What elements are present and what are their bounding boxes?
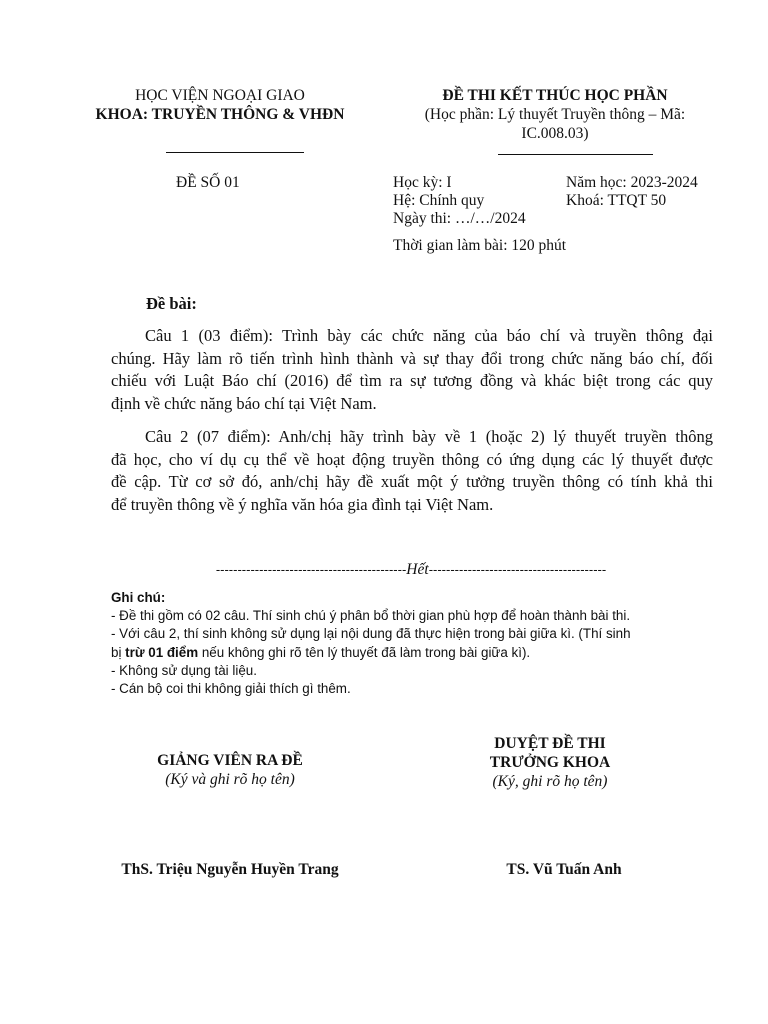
lecturer-title: GIẢNG VIÊN RA ĐỀ bbox=[157, 752, 303, 769]
semester: Học kỳ: I bbox=[393, 174, 452, 191]
institution-name: HỌC VIỆN NGOẠI GIAO bbox=[135, 87, 305, 104]
q2-line: để truyền thông về ý nghĩa văn hóa gia đình tại Việt Nam. bbox=[111, 494, 494, 514]
faculty-name: KHOA: TRUYỀN THÔNG & VHĐN bbox=[95, 106, 345, 123]
question-1 bbox=[111, 325, 713, 415]
q1-line: định về chức năng báo chí tại Việt Nam. bbox=[111, 393, 377, 413]
school-year: Năm học: 2023-2024 bbox=[566, 174, 698, 191]
course-line-1: (Học phần: Lý thuyết Truyền thông – Mã: bbox=[424, 106, 686, 123]
approval-title: DUYỆT ĐỀ THI bbox=[494, 735, 606, 752]
note-item: bị trừ 01 điểm nếu không ghi rõ tên lý thuyết đã làm trong bài giữa kì). bbox=[111, 644, 531, 660]
header-right-divider bbox=[498, 154, 653, 155]
q1-line: chiếu với Luật Báo chí (2016) để tìm ra sự tương đồng và khác biệt trong các quy bbox=[111, 371, 713, 390]
institution-header bbox=[70, 86, 370, 124]
course-line-2: IC.008.03) bbox=[521, 125, 589, 142]
note-item: - Cán bộ coi thi không giải thích gì thêm. bbox=[111, 681, 351, 697]
lecturer-sign-instruction: (Ký và ghi rõ họ tên) bbox=[165, 771, 295, 788]
cohort: Khoá: TTQT 50 bbox=[566, 192, 667, 209]
program: Hệ: Chính quy bbox=[393, 192, 485, 209]
q2-line: đã học, cho ví dụ cụ thể về hoạt động truyền thông có ứng dụng các lý thuyết được bbox=[111, 449, 713, 469]
q1-line: chúng. Hãy làm rõ tiến trình hình thành và sự thay đổi trong chức năng báo chí, đối bbox=[111, 348, 713, 368]
exam-date: Ngày thi: …/…/2024 bbox=[393, 210, 526, 227]
lecturer-signature-block bbox=[100, 751, 360, 789]
questions-heading: Đề bài: bbox=[146, 294, 197, 313]
end-dashes-right: ----------------------------------------- bbox=[428, 562, 607, 577]
note-item: - Không sử dụng tài liệu. bbox=[111, 662, 257, 678]
end-marker bbox=[161, 560, 661, 579]
header-left-divider bbox=[166, 152, 304, 153]
exam-header bbox=[405, 86, 705, 143]
q2-line: Câu 2 (07 điểm): Anh/chị hãy trình bày về 1 (hoặc 2) lý thuyết truyền thông bbox=[145, 427, 713, 446]
q2-line: đề cập. Từ cơ sở đó, anh/chị hãy đề xuất một ý tưởng truyền thông có tính khả thi bbox=[111, 472, 713, 491]
dean-sign-instruction: (Ký, ghi rõ họ tên) bbox=[492, 773, 608, 790]
exam-title: ĐỀ THI KẾT THÚC HỌC PHẦN bbox=[442, 87, 668, 104]
end-word: Hết bbox=[406, 561, 429, 578]
lecturer-name: ThS. Triệu Nguyễn Huyền Trang bbox=[121, 861, 339, 878]
penalty-emphasis: trừ 01 điểm bbox=[125, 644, 199, 660]
notes-title: Ghi chú: bbox=[111, 590, 166, 605]
duration: Thời gian làm bài: 120 phút bbox=[393, 237, 567, 254]
question-2 bbox=[111, 426, 713, 516]
end-dashes-left: -------------------------------------------- bbox=[215, 562, 407, 577]
notes-section bbox=[111, 589, 721, 698]
note-item: - Đề thi gồm có 02 câu. Thí sinh chú ý phân bổ thời gian phù hợp để hoàn thành bài thi. bbox=[111, 608, 631, 624]
exam-number: ĐỀ SỐ 01 bbox=[176, 174, 240, 191]
dean-name: TS. Vũ Tuấn Anh bbox=[506, 861, 622, 878]
note-item: - Với câu 2, thí sinh không sử dụng lại nội dung đã thực hiện trong bài giữa kì. (Thí sinh bbox=[111, 626, 631, 642]
q1-line: Câu 1 (03 điểm): Trình bày các chức năng của báo chí và truyền thông đại bbox=[145, 326, 713, 345]
dean-title: TRƯỞNG KHOA bbox=[489, 754, 611, 771]
dean-signature-block bbox=[420, 734, 680, 791]
